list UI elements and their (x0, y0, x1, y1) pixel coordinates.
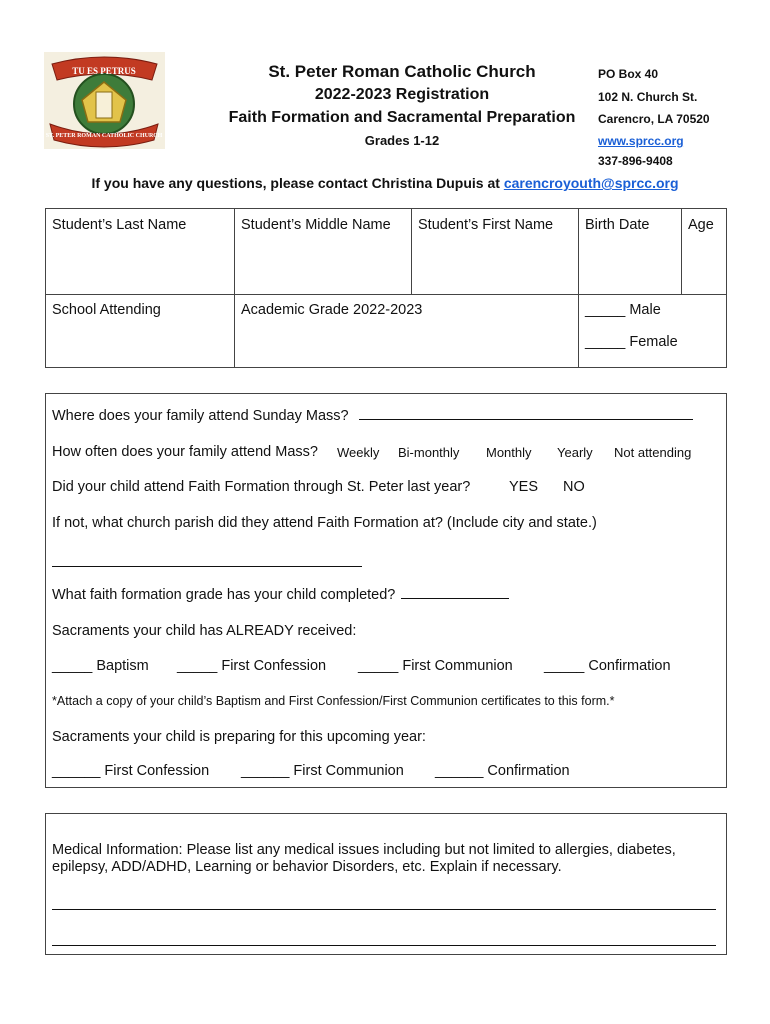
no-option[interactable]: NO (563, 479, 585, 495)
contact-line (0, 175, 770, 191)
program-title: Faith Formation and Sacramental Preparation (228, 109, 576, 126)
city-address: Carencro, LA 70520 (598, 112, 710, 126)
received-confirmation[interactable]: _____ Confirmation (544, 658, 671, 674)
medical-info-line2: epilepsy, ADD/ADHD, Learning or behavior Disorders, etc. Explain if necessary. (52, 859, 562, 875)
male-option[interactable]: _____ Male (585, 302, 661, 318)
freq-yearly[interactable]: Yearly (557, 445, 593, 460)
ff-grade-question (52, 587, 509, 603)
medical-field-line[interactable] (52, 945, 716, 946)
freq-not-attending[interactable]: Not attending (614, 445, 692, 460)
table-col-divider (234, 208, 235, 367)
church-logo (44, 52, 165, 149)
medical-info-section (45, 813, 727, 955)
website-link[interactable]: www.sprcc.org (598, 134, 684, 148)
logo-bottom-text: ST. PETER ROMAN CATHOLIC CHURCH (45, 133, 163, 139)
received-baptism[interactable]: _____ Baptism (52, 658, 149, 674)
freq-weekly[interactable]: Weekly (337, 445, 380, 460)
academic-grade-label[interactable]: Academic Grade 2022-2023 (241, 302, 423, 318)
middle-name-label[interactable]: Student’s Middle Name (241, 217, 391, 233)
preparing-first-communion[interactable]: ______ First Communion (241, 763, 404, 779)
contact-text: If you have any questions, please contact Christina Dupuis at (91, 175, 504, 191)
yes-option[interactable]: YES (509, 479, 539, 495)
attended-ff-question: Did your child attend Faith Formation through St. Peter last year? (52, 479, 471, 495)
first-name-label[interactable]: Student’s First Name (418, 217, 554, 233)
medical-field-line[interactable] (52, 909, 716, 910)
received-first-confession[interactable]: _____ First Confession (177, 658, 327, 674)
contact-email-link[interactable]: carencroyouth@sprcc.org (503, 175, 679, 191)
received-first-communion[interactable]: _____ First Communion (358, 658, 513, 674)
other-parish-field[interactable] (52, 566, 362, 567)
logo-top-text: TU ES PETRUS (72, 66, 136, 76)
medical-info-line1: Medical Information: Please list any medical issues including but not limited to allergies, diabetes, (52, 842, 676, 858)
other-parish-question: If not, what church parish did they attend Faith Formation at? (Include city and state.) (52, 515, 597, 531)
table-col-divider (681, 208, 682, 294)
table-divider (45, 294, 726, 295)
po-box: PO Box 40 (598, 67, 659, 81)
ff-grade-label: What faith formation grade has your child completed? (52, 587, 396, 603)
registration-title: 2022-2023 Registration (314, 86, 490, 103)
preparing-first-confession[interactable]: ______ First Confession (52, 763, 210, 779)
grades-label: Grades 1-12 (364, 133, 440, 148)
received-sacraments-heading: Sacraments your child has ALREADY received: (52, 623, 357, 639)
street-address: 102 N. Church St. (598, 90, 698, 104)
school-label[interactable]: School Attending (52, 302, 161, 318)
phone-number: 337-896-9408 (598, 154, 673, 168)
attach-certificates-note: *Attach a copy of your child’s Baptism and First Confession/First Communion certificates to this form.* (52, 694, 615, 708)
freq-monthly[interactable]: Monthly (486, 445, 532, 460)
female-option[interactable]: _____ Female (585, 334, 678, 350)
preparing-confirmation[interactable]: ______ Confirmation (435, 763, 570, 779)
birth-date-label[interactable]: Birth Date (585, 217, 650, 233)
sunday-mass-label: Where does your family attend Sunday Mass? (52, 408, 349, 424)
church-name: St. Peter Roman Catholic Church (268, 62, 536, 81)
freq-bimonthly[interactable]: Bi-monthly (398, 445, 460, 460)
website-link-wrap (598, 134, 684, 148)
sunday-mass-field[interactable] (359, 419, 693, 420)
table-col-divider (411, 208, 412, 294)
age-label[interactable]: Age (688, 217, 714, 233)
mass-frequency-question: How often does your family attend Mass? (52, 444, 318, 460)
last-name-label[interactable]: Student’s Last Name (52, 217, 187, 233)
table-col-divider (578, 208, 579, 367)
ff-grade-field[interactable] (401, 598, 509, 599)
preparing-sacraments-heading: Sacraments your child is preparing for this upcoming year: (52, 729, 426, 745)
sunday-mass-question (52, 408, 693, 424)
